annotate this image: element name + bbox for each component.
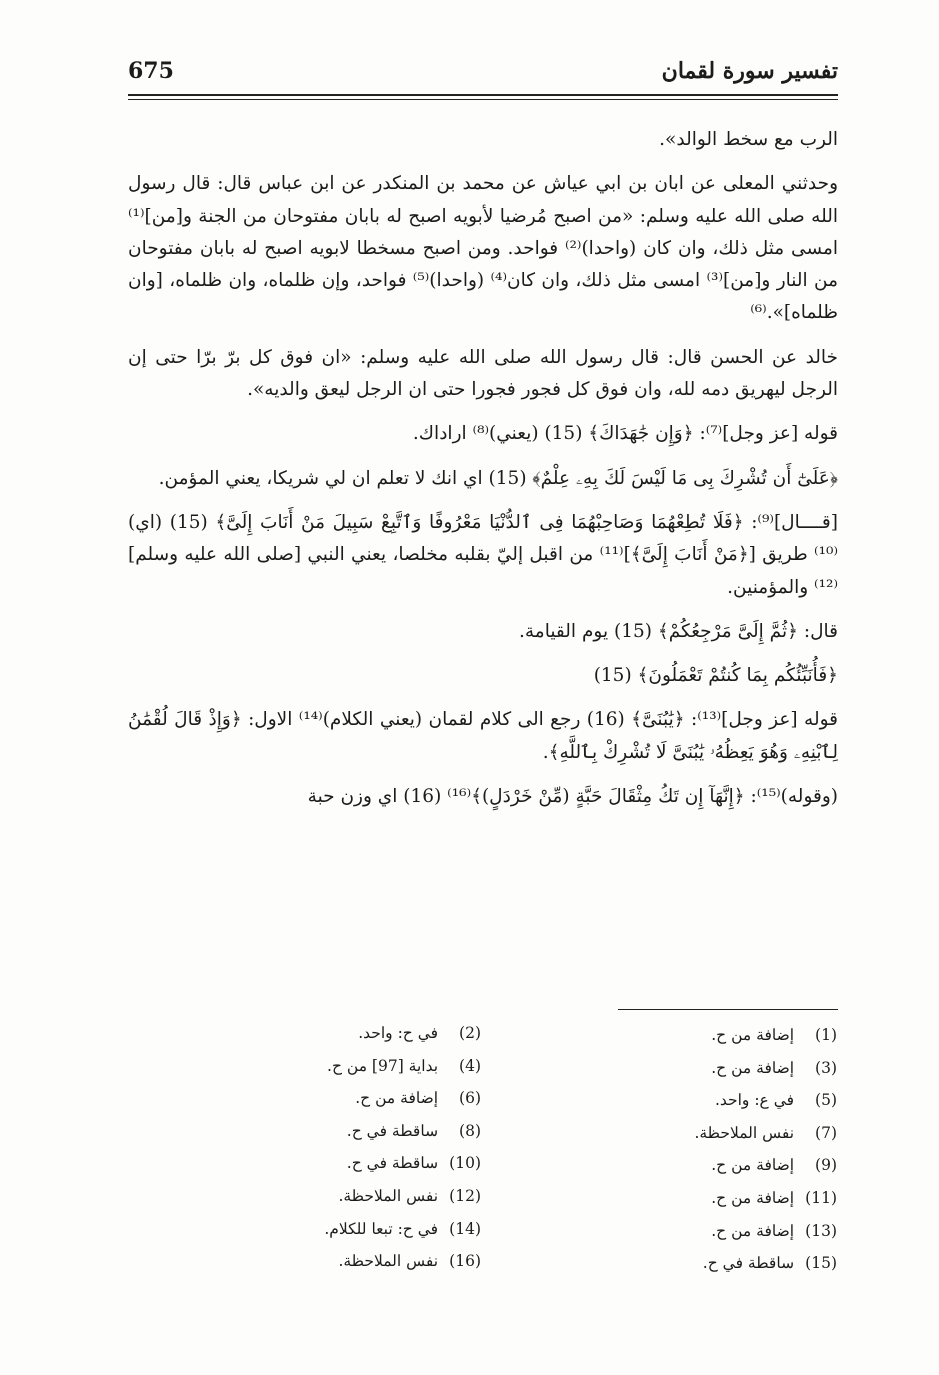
paragraph: (وقوله)⁽¹⁵⁾: ﴿إِنَّهَآ إِن تَكُ مِثْقَالَ حَبَّةٍ (مِّنْ خَرْدَلٍ)﴾⁽¹⁶⁾ (16) اي وزن حبة [307,786,838,808]
footnote: (16) نفس الملاحظة. [338,1252,481,1271]
running-title: تفسير سورة لقمان [661,58,838,84]
footnote: (1) إضافة من ح. [711,1026,837,1044]
paragraph: قوله [عز وجل]⁽¹³⁾: ﴿يَٰبُنَىَّ﴾ (16) رجع الى كلام لقمان (يعني الكلام)⁽¹⁴⁾ الاول: ﴿وَإِذْ قَالَ لُقْمَٰنُ لِٱبْنِهِۦ وَهُوَ يَعِظُهُۥ يَٰبُنَىَّ لَا تُشْرِكْ بِٱللَّهِ﴾. [128,709,839,763]
main-text [128,124,838,813]
footnote: (12) نفس الملاحظة. [338,1186,481,1205]
paragraph: ﴿عَلَىٰٓ أَن تُشْرِكَ بِى مَا لَيْسَ لَكَ بِهِۦ عِلْمٌ﴾ (15) اي انك لا تعلم ان لي شريكا، يعني المؤمن. [158,467,838,489]
header-rule-thin [128,99,838,100]
footnote: (11) إضافة من ح. [711,1188,837,1207]
header-rule [128,94,838,96]
footnotes-left-column [231,1017,481,1278]
footnotes-right-column [597,1019,837,1280]
page-number: 675 [128,58,174,84]
footnote: (15) ساقطة في ح. [702,1254,837,1273]
footnote: (8) ساقطة في ح. [346,1121,481,1140]
paragraph: قال: ﴿ثُمَّ إِلَىَّ مَرْجِعُكُمْ﴾ (15) يوم القيامة. [519,620,838,642]
paragraph: خالد عن الحسن قال: قال رسول الله صلى الله عليه وسلم: «ان فوق كل برّ برّا حتى إن الرجل ليهريق دمه لله، وان فوق كل فجور فجورا حتى ان الرجل ليعق والديه». [128,346,838,401]
footnote-separator [618,1009,838,1010]
footnote: (5) في ع: واحد. [714,1091,837,1110]
footnote: (7) نفس الملاحظة. [694,1123,837,1142]
footnote: (10) ساقطة في ح. [346,1154,481,1173]
paragraph: قوله [عز وجل]⁽⁷⁾: ﴿وَإِن جَٰهَدَاكَ﴾ (15) (يعني)⁽⁸⁾ اراداك. [412,423,838,445]
footnote: (4) بداية [97] من ح. [327,1056,481,1075]
footnote: (6) إضافة من ح. [355,1089,481,1108]
paragraph: ﴿فَأُنَبِّئُكُم بِمَا كُنتُمْ تَعْمَلُونَ﴾ (15) [593,665,838,687]
paragraph: [قــــال]⁽⁹⁾: ﴿فَلَا تُطِعْهُمَا وَصَاحِبْهُمَا فِى ٱلدُّنْيَا مَعْرُوفًا وَٱتَّبِعْ سَبِيلَ مَنْ أَنَابَ إِلَىَّ﴾ (15) (اي)⁽¹⁰⁾ طريق [﴿مَنْ أَنَابَ إِلَىَّ﴾]⁽¹¹⁾ من اقبل إليّ بقلبه مخلصا، يعني النبي [صلى الله عليه وسلم]⁽¹²⁾ والمؤمنين. [128,511,838,598]
page-header [128,58,838,92]
footnote: (9) إضافة من ح. [711,1156,837,1175]
paragraph: الرب مع سخط الوالد». [659,129,838,150]
paragraph: وحدثني المعلى عن ابان بن ابي عياش عن محمد بن المنكدر عن ابن عباس قال: قال رسول الله صلى الله عليه وسلم: «من اصبح مُرضيا لأبويه اصبح له بابان مفتوحان من الجنة و[من]⁽¹⁾ امسى مثل ذلك، وان كان (واحدا)⁽²⁾ فواحد. ومن اصبح مسخطا لابويه اصبح له بابان مفتوحان من النار و[من]⁽³⁾ امسى مثل ذلك، وان كان⁽⁴⁾ (واحدا)⁽⁵⁾ فواحد، وإن ظلماه، وان ظلماه، [وان ظلماه]».⁽⁶⁾ [128,173,839,324]
footnote: (14) في ح: تبعا للكلام. [324,1219,481,1238]
footnote: (2) في ح: واحد. [358,1024,481,1042]
footnote: (3) إضافة من ح. [711,1058,837,1077]
footnote: (13) إضافة من ح. [711,1221,837,1240]
